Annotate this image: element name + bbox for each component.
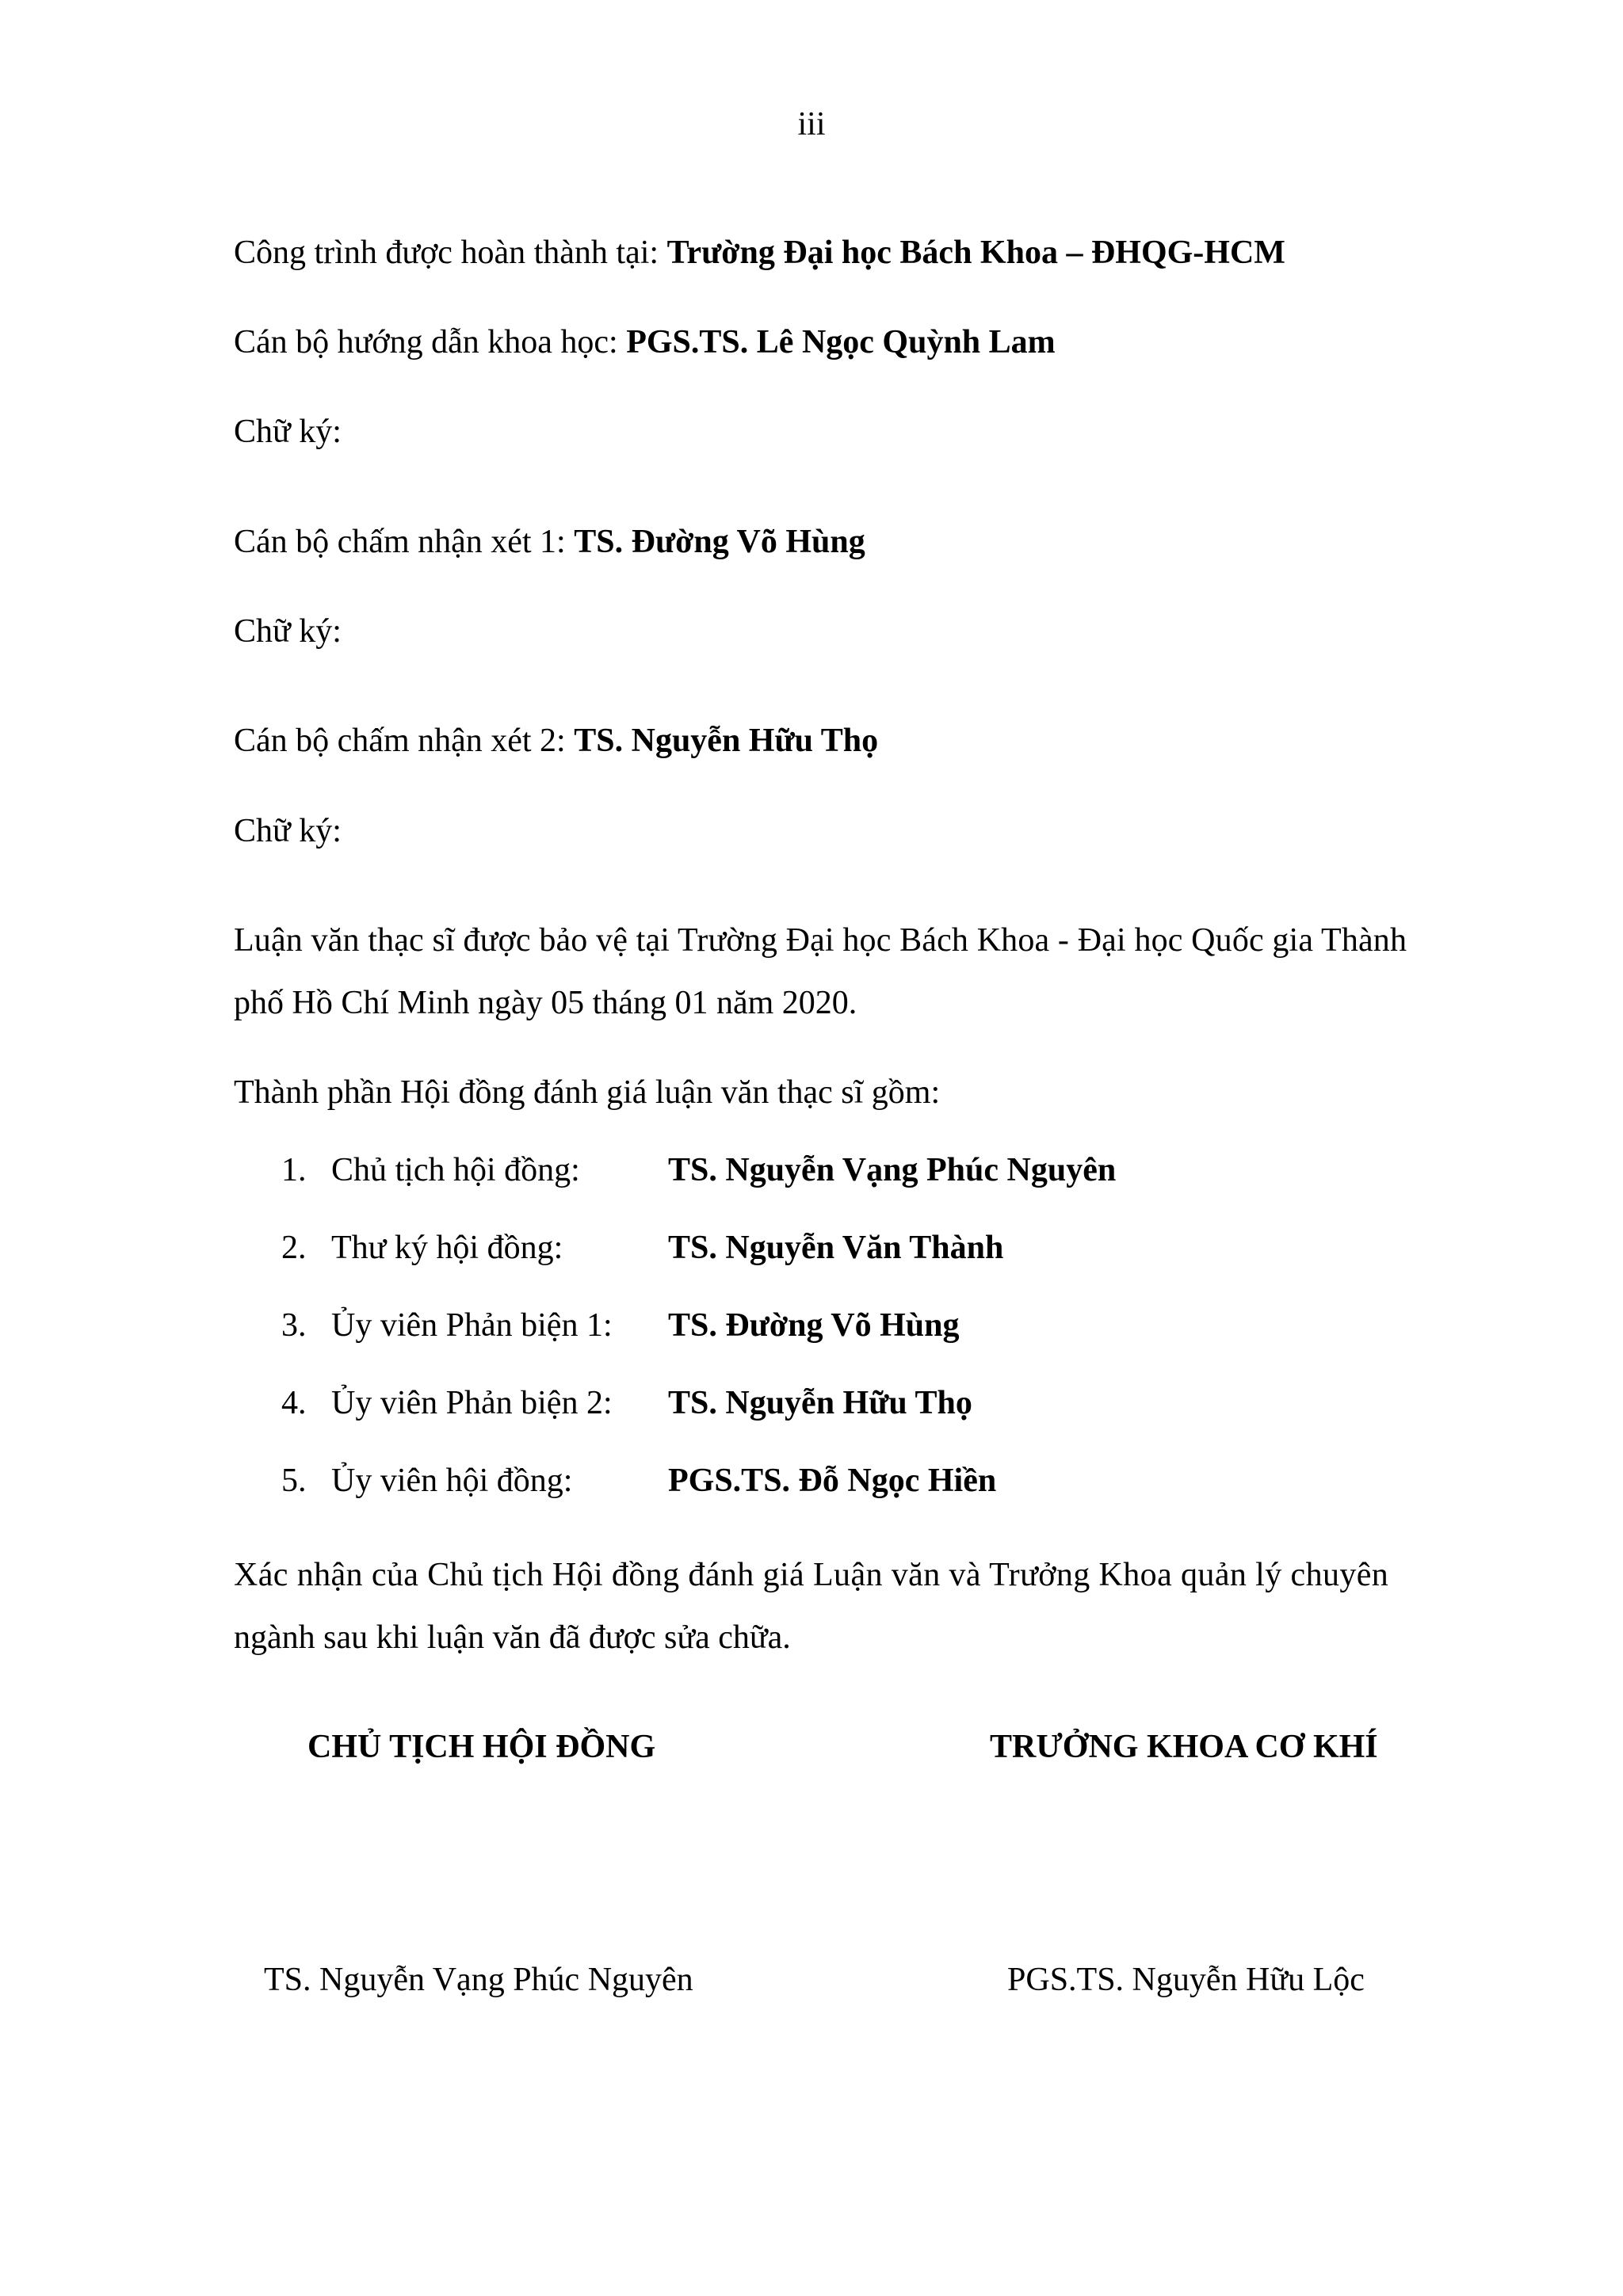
- page-number: iii: [797, 106, 826, 143]
- confirmation-paragraph-line2: ngành sau khi luận văn đã được sửa chữa.: [234, 1619, 791, 1656]
- committee-item-name: TS. Đường Võ Hùng: [668, 1307, 960, 1344]
- supervisor-signature-label: Chữ ký:: [234, 414, 342, 450]
- confirmation-paragraph-line1: Xác nhận của Chủ tịch Hội đồng đánh giá Luận văn và Trưởng Khoa quản lý chuyên: [234, 1557, 1389, 1593]
- committee-item-number: 2.: [281, 1230, 307, 1266]
- committee-item-name: TS. Nguyễn Hữu Thọ: [668, 1385, 972, 1421]
- committee-item-number: 3.: [281, 1307, 307, 1344]
- committee-item-number: 4.: [281, 1385, 307, 1421]
- committee-item-name: TS. Nguyễn Vạng Phúc Nguyên: [668, 1152, 1117, 1188]
- committee-item-name: PGS.TS. Đỗ Ngọc Hiền: [668, 1463, 997, 1499]
- defense-paragraph-line1: Luận văn thạc sĩ được bảo vệ tại Trường Đại học Bách Khoa - Đại học Quốc gia Thành: [234, 922, 1407, 959]
- committee-item-role: Ủy viên hội đồng:: [331, 1463, 573, 1499]
- reviewer2-signature-label: Chữ ký:: [234, 813, 342, 849]
- committee-item-number: 5.: [281, 1463, 307, 1499]
- supervisor-label: Cán bộ hướng dẫn khoa học:: [234, 324, 627, 360]
- reviewer2-label: Cán bộ chấm nhận xét 2:: [234, 723, 575, 759]
- completion-value: Trường Đại học Bách Khoa – ĐHQG-HCM: [666, 235, 1285, 271]
- committee-item-role: Ủy viên Phản biện 2:: [331, 1385, 613, 1421]
- committee-intro: Thành phần Hội đồng đánh giá luận văn thạc sĩ gồm:: [234, 1074, 941, 1111]
- committee-item-number: 1.: [281, 1152, 307, 1188]
- supervisor-line: [234, 326, 1056, 359]
- reviewer2-line: [234, 724, 878, 757]
- reviewer1-value: TS. Đường Võ Hùng: [574, 524, 865, 560]
- signature-title-right: TRƯỞNG KHOA CƠ KHÍ: [990, 1729, 1378, 1765]
- supervisor-value: PGS.TS. Lê Ngọc Quỳnh Lam: [626, 324, 1056, 360]
- reviewer2-value: TS. Nguyễn Hữu Thọ: [574, 723, 879, 759]
- completion-line: [234, 236, 1285, 269]
- completion-label: Công trình được hoàn thành tại:: [234, 235, 667, 271]
- committee-item-name: TS. Nguyễn Văn Thành: [668, 1230, 1004, 1266]
- defense-paragraph-line2: phố Hồ Chí Minh ngày 05 tháng 01 năm 2020.: [234, 985, 857, 1021]
- reviewer1-line: [234, 525, 865, 559]
- committee-item-role: Ủy viên Phản biện 1:: [331, 1307, 613, 1344]
- signature-title-left: CHỦ TỊCH HỘI ĐỒNG: [307, 1729, 656, 1765]
- reviewer1-signature-label: Chữ ký:: [234, 613, 342, 650]
- reviewer1-label: Cán bộ chấm nhận xét 1:: [234, 524, 575, 560]
- committee-item-role: Thư ký hội đồng:: [331, 1230, 563, 1266]
- committee-item-role: Chủ tịch hội đồng:: [331, 1152, 580, 1188]
- signature-name-left: TS. Nguyễn Vạng Phúc Nguyên: [264, 1962, 693, 1998]
- signature-name-right: PGS.TS. Nguyễn Hữu Lộc: [1007, 1962, 1365, 1998]
